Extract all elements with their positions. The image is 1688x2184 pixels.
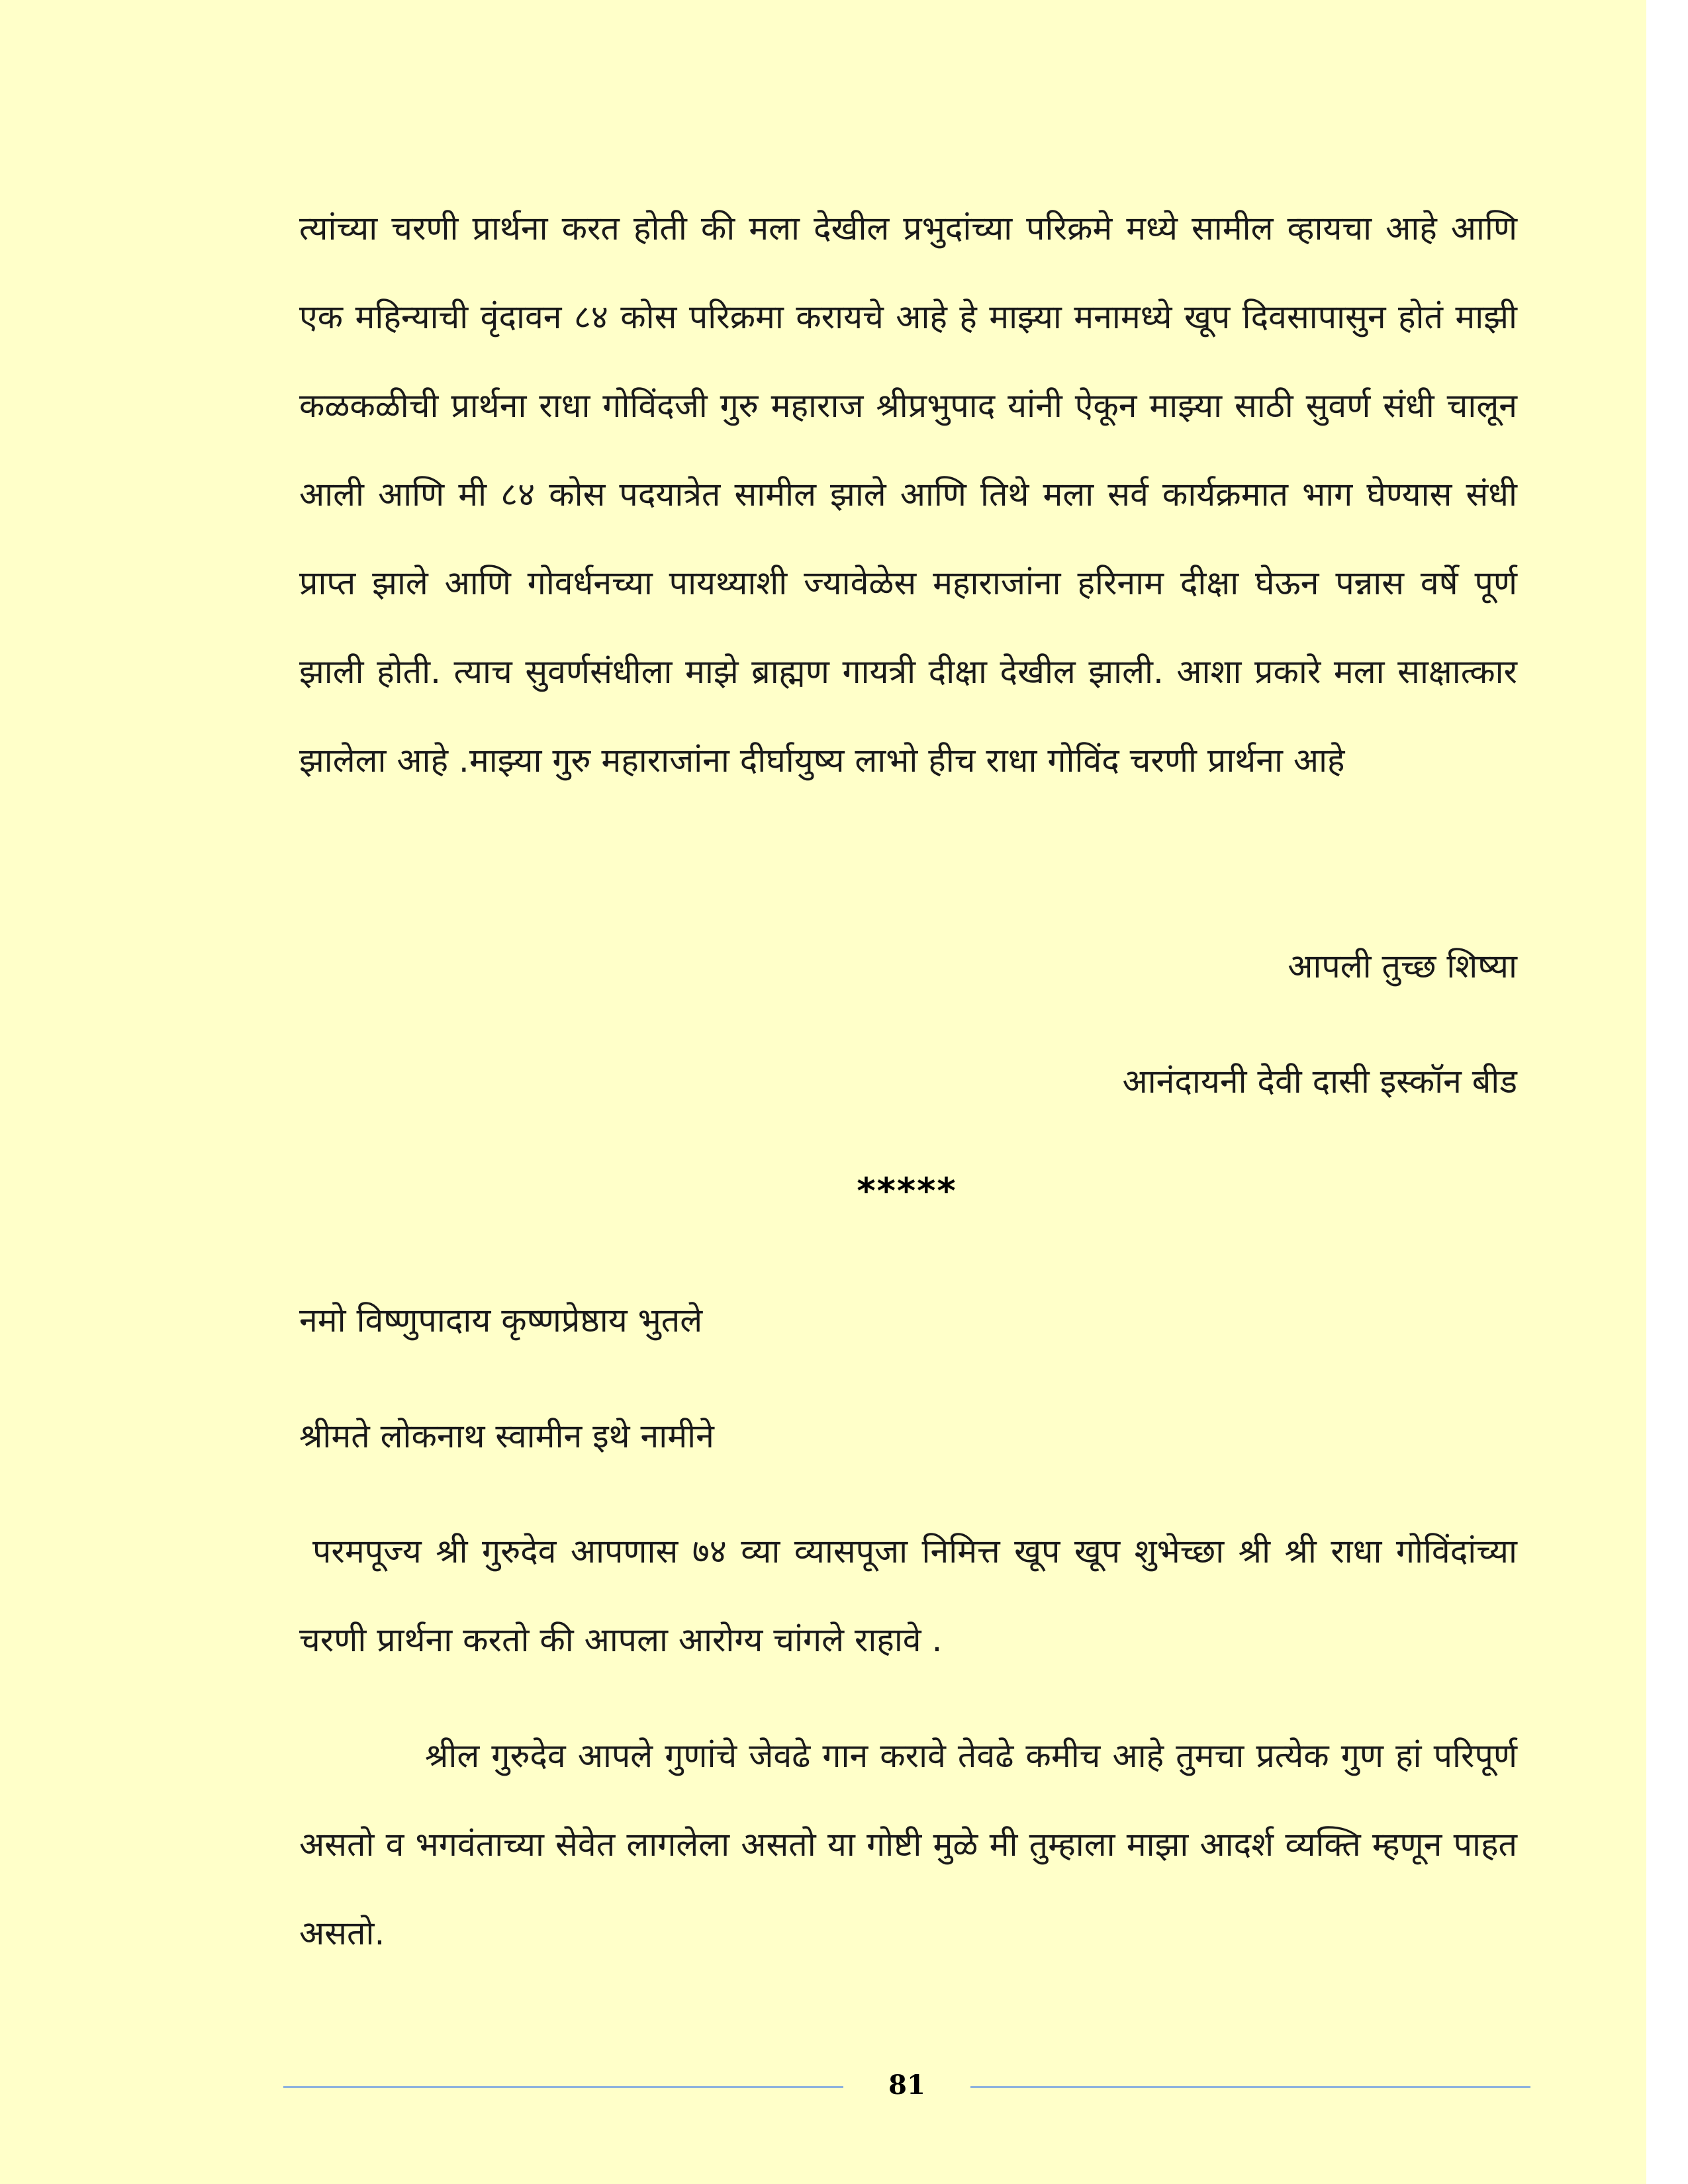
footer-rule-left <box>283 2086 843 2088</box>
signature-salutation: आपली तुच्छ शिष्या <box>1288 947 1517 985</box>
invocation-line-1: नमो विष्णुपादाय कृष्णप्रेष्ठाय भुतले <box>299 1301 703 1340</box>
body-paragraph-2: परमपूज्य श्री गुरुदेव आपणास ७४ व्या व्यासपूजा निमित्त खूप खूप शुभेच्छा श्री श्री राधा गोविंदांच्या चरणी प्रार्थना करतो की आपला आरोग्य चांगले राहावे . <box>299 1532 1517 1659</box>
invocation-line-2: श्रीमते लोकनाथ स्वामीन इथे नामीने <box>299 1417 714 1455</box>
body-paragraph-1: त्यांच्या चरणी प्रार्थना करत होती की मला देखील प्रभुदांच्या परिक्रमे मध्ये सामील व्हायचा आहे आणि एक महिन्याची वृंदावन ८४ कोस परिक्रमा करायचे आहे हे माझ्या मनामध्ये खूप दिवसापासुन होतं माझी कळकळीची प्रार्थना राधा गोविंदजी गुरु महाराज श्रीप्रभुपाद यांनी ऐकून माझ्या साठी सुवर्ण संधी चालून आली आणि मी ८४ कोस पदयात्रेत सामील झाले आणि तिथे मला सर्व कार्यक्रमात भाग घेण्यास संधी प्राप्त झाले आणि गोवर्धनच्या पायथ्याशी ज्यावेळेस महाराजांना हरिनाम दीक्षा घेऊन पन्नास वर्षे पूर्ण झाली होती. त्याच सुवर्णसंधीला माझे ब्राह्मण गायत्री दीक्षा देखील झाली. आशा प्रकारे मला साक्षात्कार झालेला आहे .माझ्या गुरु महाराजांना दीर्घायुष्य लाभो हीच राधा गोविंद चरणी प्रार्थना आहे <box>299 209 1517 780</box>
section-separator: ***** <box>857 1170 957 1212</box>
signature-name: आनंदायनी देवी दासी इस्कॉन बीड <box>1122 1062 1517 1101</box>
body-paragraph-3: श्रील गुरुदेव आपले गुणांचे जेवढे गान करावे तेवढे कमीच आहे तुमचा प्रत्येक गुण हां परिपूर्ण असतो व भगवंताच्या सेवेत लागलेला असतो या गोष्टी मुळे मी तुम्हाला माझा आदर्श व्यक्ति म्हणून पाहत असतो. <box>299 1737 1517 1952</box>
page-number: 81 <box>888 2070 925 2101</box>
footer-rule-right <box>970 2086 1530 2088</box>
